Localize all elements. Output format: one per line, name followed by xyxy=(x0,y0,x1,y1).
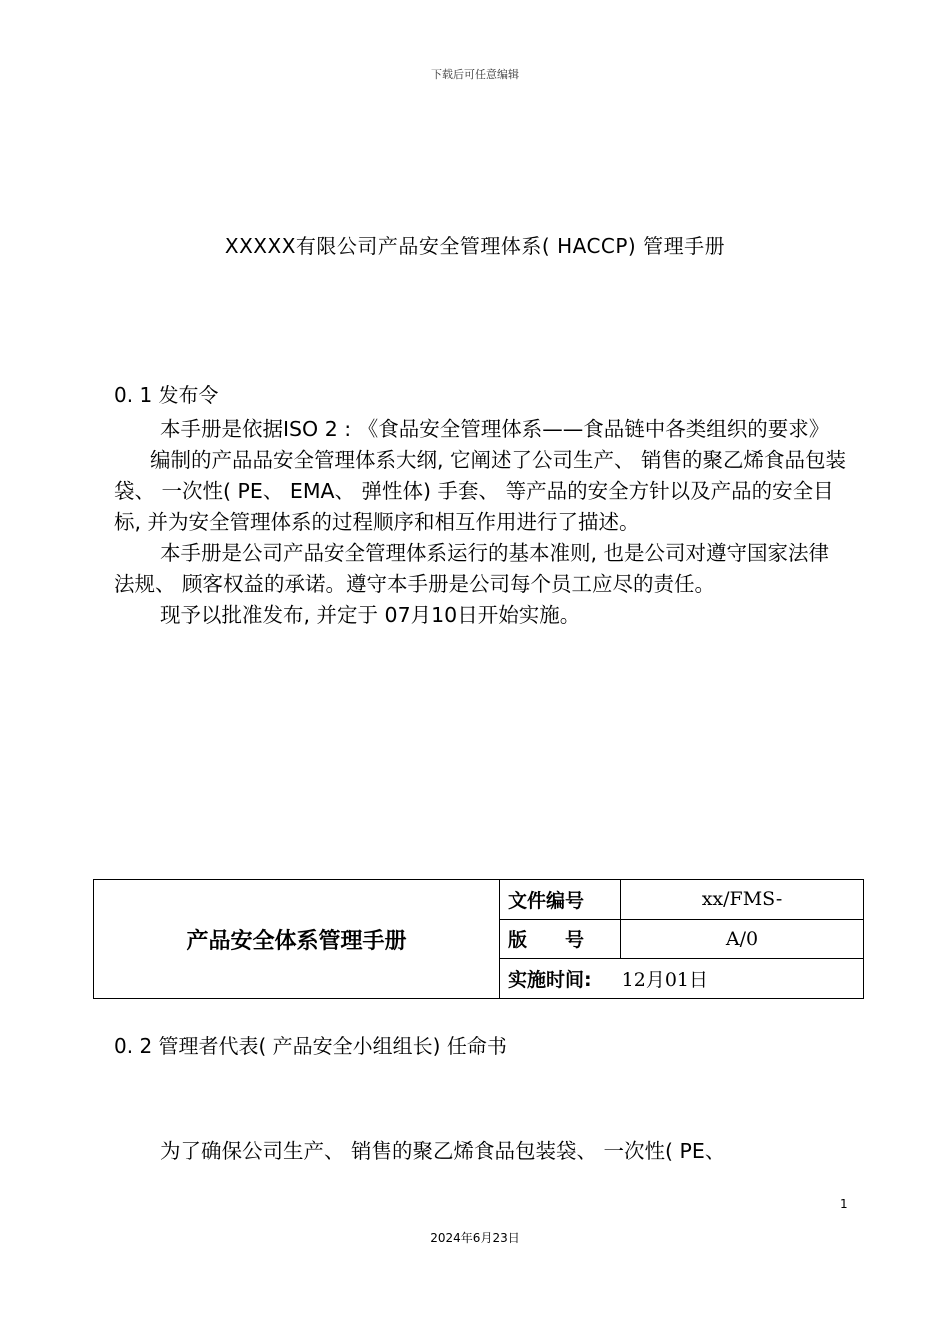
effective-date-cell xyxy=(500,959,864,999)
doc-number-value: xx/FMS- xyxy=(621,880,864,920)
section-heading-release-order: 0. 1 发布令 xyxy=(114,383,219,407)
paragraph: 为了确保公司生产、 销售的聚乙烯食品包装袋、 一次性( PE、 xyxy=(160,1139,726,1163)
paragraph: 本手册是依据ISO 2 : 《食品安全管理体系——食品链中各类组织的要求》 xyxy=(160,417,830,441)
paragraph: 现予以批准发布, 并定于 07月10日开始实施。 xyxy=(160,603,581,627)
doc-number-label: 文件编号 xyxy=(500,880,621,920)
effective-date-label: 实施时间: xyxy=(508,969,592,992)
paragraph: 本手册是公司产品安全管理体系运行的基本准则, 也是公司对遵守国家法律法规、 顾客权益的承诺。遵守本手册是公司每个员工应尽的责任。 xyxy=(114,541,830,596)
paragraph: 编制的产品品安全管理体系大纲, 它阐述了公司生产、 销售的聚乙烯食品包装袋、 一次性( PE、 EMA、 弹性体) 手套、 等产品的安全方针以及产品的安全目标, 并为安全管理体系的过程顺序和相互作用进行了描述。 xyxy=(114,448,847,534)
page-number: 1 xyxy=(840,1197,848,1211)
document-title: XXXXX有限公司产品安全管理体系( HACCP) 管理手册 xyxy=(224,234,726,258)
appointment-body xyxy=(114,1136,849,1167)
document-info-table xyxy=(93,879,864,999)
header-note: 下载后可任意编辑 xyxy=(431,68,519,81)
release-order-body xyxy=(114,414,849,631)
version-label: 版 号 xyxy=(500,919,621,959)
version-value: A/0 xyxy=(621,919,864,959)
manual-title-cell: 产品安全体系管理手册 xyxy=(94,880,500,999)
section-heading-appointment: 0. 2 管理者代表( 产品安全小组组长) 任命书 xyxy=(114,1034,507,1058)
footer-date: 2024年6月23日 xyxy=(430,1231,520,1245)
effective-date-value: 12月01日 xyxy=(621,969,709,992)
